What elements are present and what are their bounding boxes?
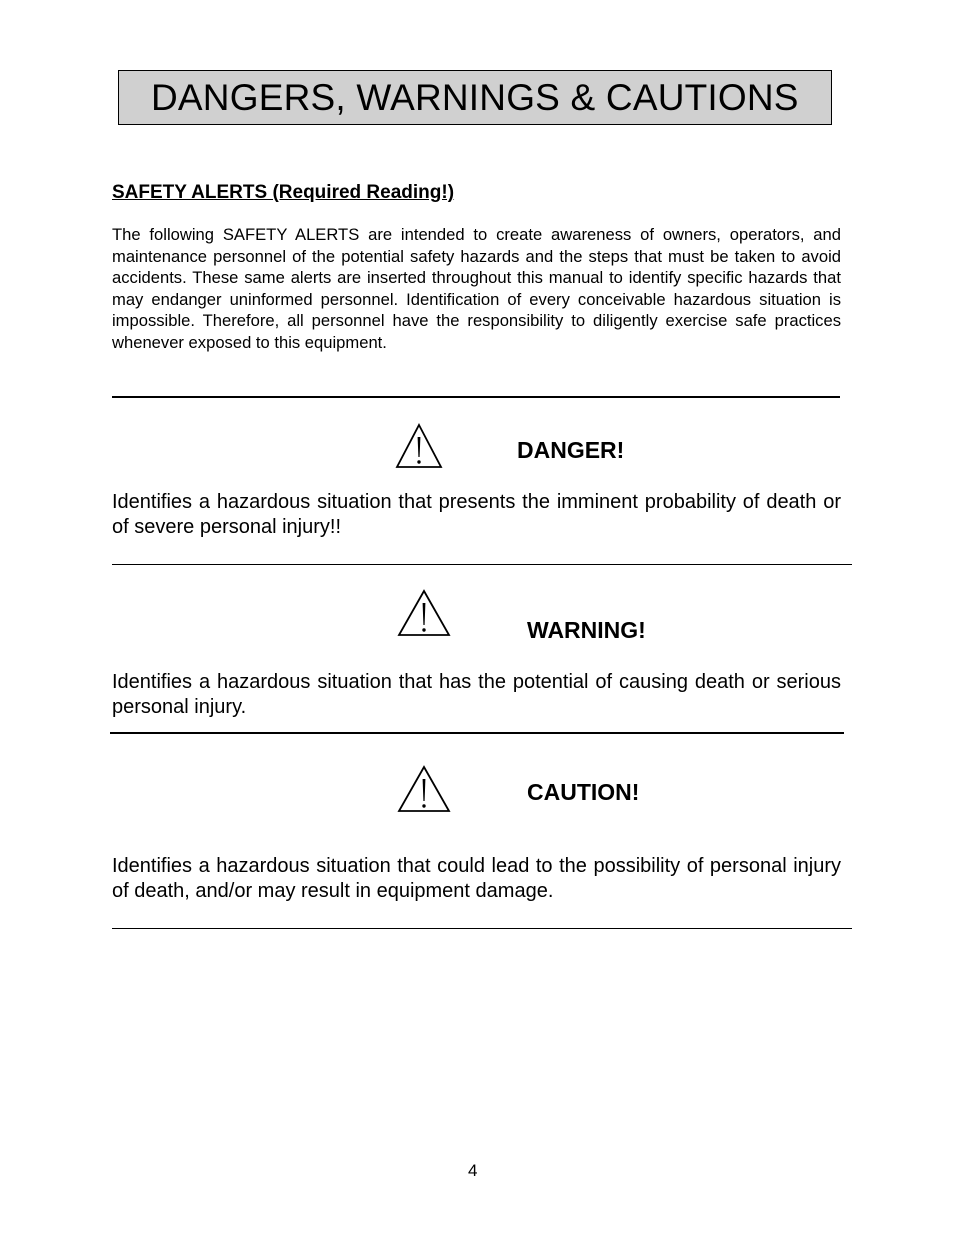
divider-2 <box>112 564 852 565</box>
caution-label: CAUTION! <box>527 779 640 805</box>
warning-description: Identifies a hazardous situation that has the potential of causing death or serious personal injury. <box>112 671 841 718</box>
warning-triangle-icon <box>394 422 444 470</box>
warning-label: WARNING! <box>527 617 646 643</box>
page-number: 4 <box>468 1161 478 1180</box>
danger-label: DANGER! <box>517 437 625 463</box>
caution-description: Identifies a hazardous situation that could lead to the possibility of personal injury of death, and/or may result in equipment damage. <box>112 855 841 902</box>
danger-description: Identifies a hazardous situation that presents the imminent probability of death or of severe personal injury!! <box>112 491 841 538</box>
warning-triangle-icon <box>396 764 452 814</box>
divider-3 <box>110 732 844 734</box>
intro-paragraph: The following SAFETY ALERTS are intended to create awareness of owners, operators, and maintenance personnel of the potential safety hazards and the steps that must be taken to avoid accidents. These same alerts are inserted throughout this manual to identify specific hazards that may endanger uninformed personnel. Identification of every conceivable hazardous situation is impossible. Therefore, all personnel have the responsibility to diligently exercise safe practices whenever exposed to this equipment. <box>112 225 841 352</box>
page-title: DANGERS, WARNINGS & CAUTIONS <box>151 76 799 118</box>
divider-4 <box>112 928 852 929</box>
warning-triangle-icon <box>396 588 452 638</box>
page-title-box <box>118 70 832 125</box>
section-heading: SAFETY ALERTS (Required Reading!) <box>112 182 455 203</box>
divider-1 <box>112 396 840 398</box>
